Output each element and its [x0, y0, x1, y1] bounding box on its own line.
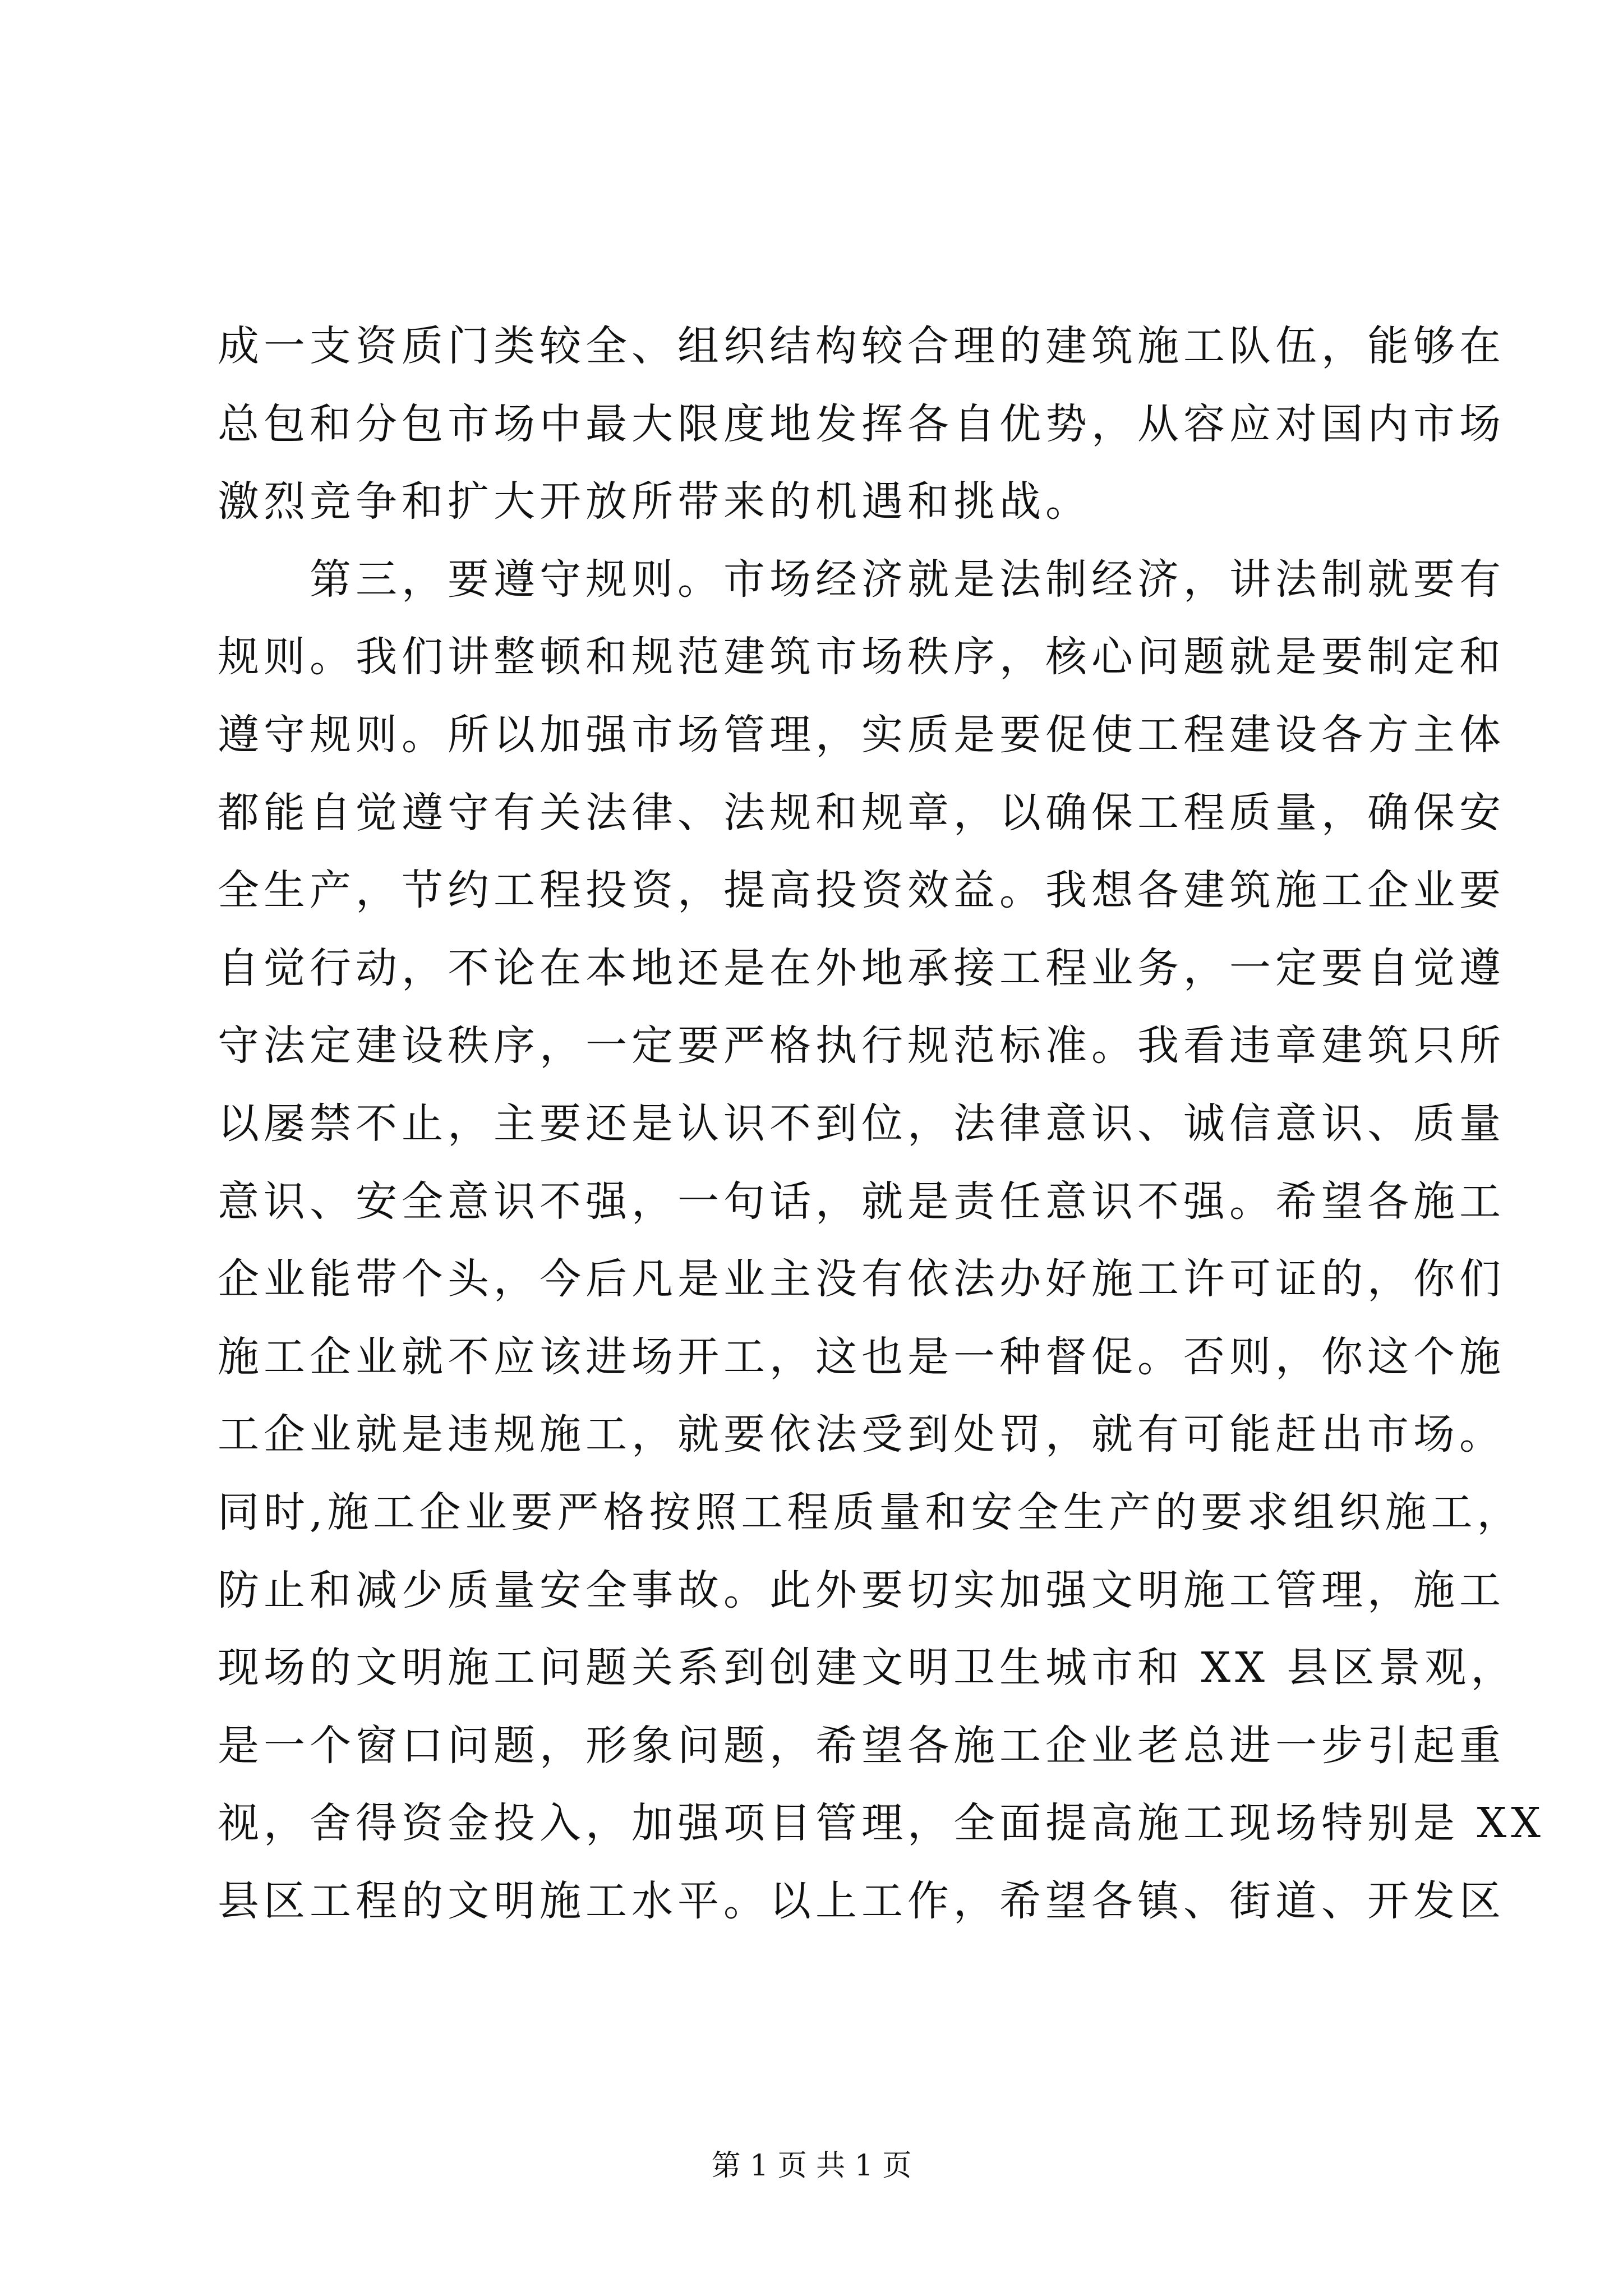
text-line: 同时,施工企业要严格按照工程质量和安全生产的要求组织施工， [218, 1488, 1523, 1536]
body-text [218, 307, 1545, 1940]
text-line: 施工企业就不应该进场开工，这也是一种督促。否则，你这个施 [218, 1332, 1505, 1381]
text-line: 意识、安全意识不强，一句话，就是责任意识不强。希望各施工 [218, 1177, 1505, 1226]
text-line: 以屡禁不止，主要还是认识不到位，法律意识、诚信意识、质量 [218, 1099, 1505, 1148]
text-line: 总包和分包市场中最大限度地发挥各自优势，从容应对国内市场 [218, 399, 1505, 448]
text-line: 全生产，节约工程投资，提高投资效益。我想各建筑施工企业要 [218, 866, 1505, 915]
text-line: 守法定建设秩序，一定要严格执行规范标准。我看违章建筑只所 [218, 1022, 1505, 1070]
text-line: 工企业就是违规施工，就要依法受到处罚，就有可能赶出市场。 [218, 1410, 1505, 1459]
text-line: 防止和减少质量安全事故。此外要切实加强文明施工管理，施工 [218, 1566, 1505, 1614]
page-footer: 第 1 页 共 1 页 [711, 2149, 912, 2183]
text-line: 规则。我们讲整顿和规范建筑市场秩序，核心问题就是要制定和 [218, 633, 1505, 682]
text-line: 成一支资质门类较全、组织结构较合理的建筑施工队伍，能够在 [218, 322, 1505, 370]
text-line: 自觉行动，不论在本地还是在外地承接工程业务，一定要自觉遵 [218, 944, 1505, 992]
text-line: 县区工程的文明施工水平。以上工作，希望各镇、街道、开发区 [218, 1876, 1505, 1925]
text-line: 第三，要遵守规则。市场经济就是法制经济，讲法制就要有 [218, 555, 1505, 604]
text-line: 现场的文明施工问题关系到创建文明卫生城市和 XX 县区景观， [218, 1644, 1517, 1692]
text-line: 都能自觉遵守有关法律、法规和规章，以确保工程质量，确保安 [218, 788, 1505, 837]
text-line: 企业能带个头，今后凡是业主没有依法办好施工许可证的，你们 [218, 1255, 1505, 1304]
text-line: 遵守规则。所以加强市场管理，实质是要促使工程建设各方主体 [218, 710, 1505, 759]
text-line: 激烈竞争和扩大开放所带来的机遇和挑战。 [218, 477, 1091, 526]
text-line: 视，舍得资金投入，加强项目管理，全面提高施工现场特别是 XX [218, 1799, 1545, 1848]
text-line: 是一个窗口问题，形象问题，希望各施工企业老总进一步引起重 [218, 1721, 1505, 1770]
